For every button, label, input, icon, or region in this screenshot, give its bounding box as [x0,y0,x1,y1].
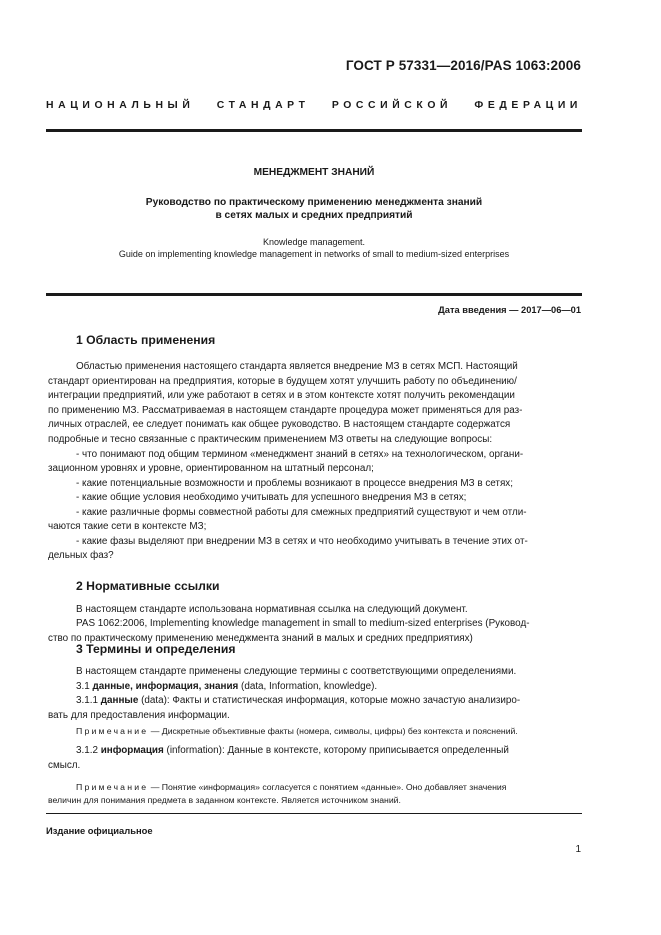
list-item: - какие общие условия необходимо учитывать для успешного внедрения МЗ в сетях; [76,492,467,503]
national-standard-banner: НАЦИОНАЛЬНЫЙ СТАНДАРТ РОССИЙСКОЙ ФЕДЕРАЦИИ [46,100,582,111]
list-item: - что понимают под общим термином «менеджмент знаний в сетях» на технологическом, органи- [76,449,524,460]
section-1-heading: 1 Область применения [76,333,216,347]
footer-rule [46,813,582,814]
term-text: (data): Факты и статистическая информация, которые можно зачастую анализиро- [138,695,521,706]
title-rule [46,293,582,296]
list-item-continued: дельных фаз? [48,550,114,561]
paragraph-line: подробные и тесно связанные с практическим применением МЗ ответы на следующие вопросы: [48,434,493,445]
english-title-line: Knowledge management. [262,237,366,247]
paragraph-line: стандарт ориентирован на предприятия, которые в будущем хотят улучшить работу по объединению/ [48,376,517,387]
note-label: Примечание [76,726,149,736]
term-name: данные [100,695,139,706]
page-number: 1 [575,844,581,855]
note-2-line-2 [48,794,581,807]
paragraph-line: В настоящем стандарте применены следующие термины с соответствующими определениями. [76,666,517,677]
note-1 [76,724,581,739]
term-3-1-1 [76,694,581,709]
header-rule [46,129,582,132]
term-definition-continued: смысл. [48,760,81,771]
term-number: 3.1.1 [76,695,101,706]
paragraph-line: личных отраслей, ее следует понимать как общее руководство. В настоящем стандарте содержатся [48,419,511,430]
term-number: 3.1.2 [76,745,101,756]
term-3-1-2 [76,744,581,759]
term-text: (data, Information, knowledge). [238,681,378,692]
term-name: данные, информация, знания [92,681,239,692]
standard-code: ГОСТ Р 57331—2016/PAS 1063:2006 [345,58,581,73]
document-subtitle [46,196,582,222]
term-text: (information): Данные в контексте, которому приписывается определенный [163,745,509,756]
document-title: МЕНЕДЖМЕНТ ЗНАНИЙ [253,167,375,178]
note-text: величин для понимания предмета в заданном контексте. Является источником знаний. [48,795,401,805]
subtitle-line: Руководство по практическому применению менеджмента знаний [145,197,483,208]
list-item: - какие различные формы совместной работы для смежных предприятий существуют и чем отли- [76,507,527,518]
term-3-1 [76,680,581,695]
list-item-continued: чаются такие сети в контексте МЗ; [48,521,207,532]
section-2-heading: 2 Нормативные ссылки [76,579,220,593]
note-label: Примечание [76,782,149,792]
paragraph-line: интеграции предприятий, или уже работают в сетях и в этом контексте хотят получить рекомендации [48,390,515,401]
note-text: — Дискретные объективные факты (номера, символы, цифры) без контекста и пояснений. [148,726,518,736]
term-number: 3.1 [76,681,93,692]
list-item: - какие фазы выделяют при внедрении МЗ в сетях и что необходимо учитывать в течение этих от- [76,536,528,547]
effective-date: Дата введения — 2017—06—01 [438,305,581,315]
note-text: — Понятие «информация» согласуется с понятием «данные». Оно добавляет значения [148,782,507,792]
note-2-line-1 [76,781,581,794]
term-definition-continued: вать для предоставления информации. [48,710,230,721]
edition-label: Издание официальное [46,825,153,836]
section-3-heading: 3 Термины и определения [76,642,236,656]
term-name: информация [100,745,164,756]
english-title-line: Guide on implementing knowledge management in networks of small to medium-sized enterprises [118,249,510,259]
subtitle-line: в сетях малых и средних предприятий [215,210,413,221]
english-title [46,236,582,260]
list-item: - какие потенциальные возможности и проблемы возникают в процессе внедрения МЗ в сетях; [76,478,513,489]
paragraph-line: по применению МЗ. Рассматриваемая в настоящем стандарте процедура может применяться для раз- [48,405,523,416]
paragraph-line: В настоящем стандарте использована нормативная ссылка на следующий документ. [76,604,468,615]
reference-line: ство по практическому применению менеджмента знаний в малых и средних предприятиях) [48,633,473,644]
paragraph-line: Областью применения настоящего стандарта является внедрение МЗ в сетях МСП. Настоящий [76,361,518,372]
list-item-continued: зационном уровнях и уровне, ориентированном на штатный персонал; [48,463,374,474]
reference-line: PAS 1062:2006, Implementing knowledge management in small to medium-sized enterprises (Руковод- [76,618,530,629]
